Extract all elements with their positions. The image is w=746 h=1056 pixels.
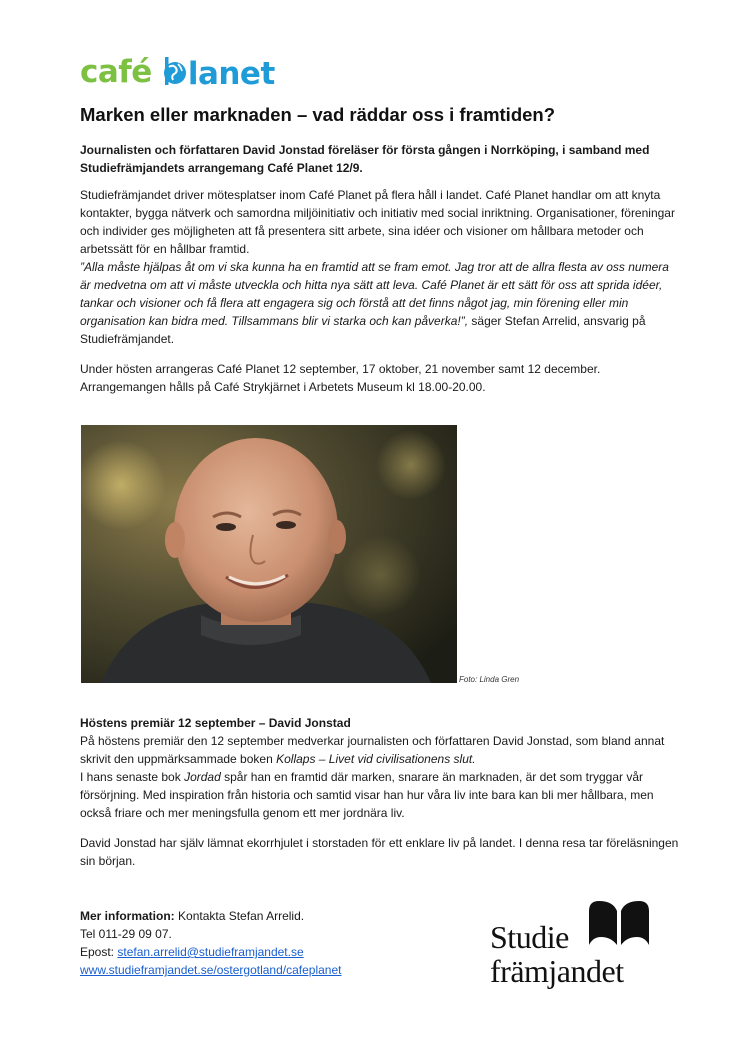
contact-name: Kontakta Stefan Arrelid. <box>178 909 305 923</box>
logo-word-cafe: café <box>80 54 152 90</box>
lead-paragraph: Journalisten och författaren David Jonstad föreläser för första gången i Norrköping, i samband med Studiefrämjandets arrangemang Café Planet 12/9. <box>80 143 650 175</box>
books-icon <box>585 901 653 945</box>
intro-paragraph <box>80 186 680 348</box>
contact-website-link[interactable]: www.studieframjandet.se/ostergotland/cafeplanet <box>80 963 342 977</box>
intro-text: Studiefrämjandet driver mötesplatser inom Café Planet på flera håll i landet. Café Planet handlar om att knyta kontakter, bygga nätverk och samordna miljöinitiativ och initiativ med social inriktning. Organisationer, föreningar och individer ges möjligheten att få presentera sitt arbete, sina idéer och visioner om hållbara metoder och arbetssätt för en hållbar framtid. <box>80 188 675 256</box>
schedule-line-1: Under hösten arrangeras Café Planet 12 september, 17 oktober, 21 november samt 12 december. <box>80 362 601 376</box>
intro-attribution: säger Stefan Arrelid, ansvarig på Studiefrämjandet. <box>80 314 646 346</box>
premiere-text-3: spår han en framtid där marken, snarare än marknaden, är det som tryggar vår försörjning. Med inspiration från historia och samtid visar han hur våra liv inte bara kan bli mer hållbara, men också friare och mer meningsfulla genom ett mer jordnära liv. <box>80 770 654 820</box>
studieframjandet-logo <box>490 901 660 997</box>
portrait-photo <box>81 425 457 683</box>
logo-word-planet <box>152 52 275 92</box>
contact-phone: Tel 011-29 09 07. <box>80 927 172 941</box>
photo-caption: Foto: Linda Gren <box>459 675 520 684</box>
premiere-text-2: I hans senaste bok <box>80 770 181 784</box>
contact-email-label: Epost: <box>80 945 115 959</box>
contact-block <box>80 907 342 979</box>
contact-email-link[interactable]: stefan.arrelid@studieframjandet.se <box>117 945 304 959</box>
logo-line-2: främjandet <box>490 953 624 989</box>
premiere-heading: Höstens premiär 12 september – David Jonstad <box>80 716 351 730</box>
closing-paragraph: David Jonstad har själv lämnat ekorrhjulet i storstaden för ett enklare liv på landet. I denna resa tar föreläsningen sin början. <box>80 836 679 868</box>
schedule-paragraph <box>80 360 680 396</box>
page-title: Marken eller marknaden – vad räddar oss i framtiden? <box>80 104 556 125</box>
intro-quote: ”Alla måste hjälpas åt om vi ska kunna ha en framtid att se fram emot. Jag tror att de allra flesta av oss numera är medvetna om att vi måste utveckla och hitta nya sätt att leva. Café Planet är ett sätt för oss att sprida idéer, tankar och visioner och få flera att engagera sig och förstå att det finns något jag, min förening eller min organisation kan bidra med. Tillsammans blir vi starka och kan påverka!”, <box>80 260 669 328</box>
premiere-paragraph <box>80 714 680 822</box>
premiere-book-2: Jordad <box>184 770 221 784</box>
logo-word-planet-text: lanet <box>187 56 275 92</box>
globe-icon <box>162 55 188 87</box>
contact-label: Mer information: <box>80 909 175 923</box>
cafe-planet-logo <box>80 50 275 94</box>
logo-line-1: Studie <box>490 919 569 955</box>
premiere-book-1: Kollaps – Livet vid civilisationens slut. <box>276 752 476 766</box>
premiere-text-1: På höstens premiär den 12 september medverkar journalisten och författaren David Jonstad, som bland annat skrivit den uppmärksammade boken <box>80 734 665 766</box>
schedule-line-2: Arrangemangen hålls på Café Strykjärnet i Arbetets Museum kl 18.00-20.00. <box>80 380 486 394</box>
